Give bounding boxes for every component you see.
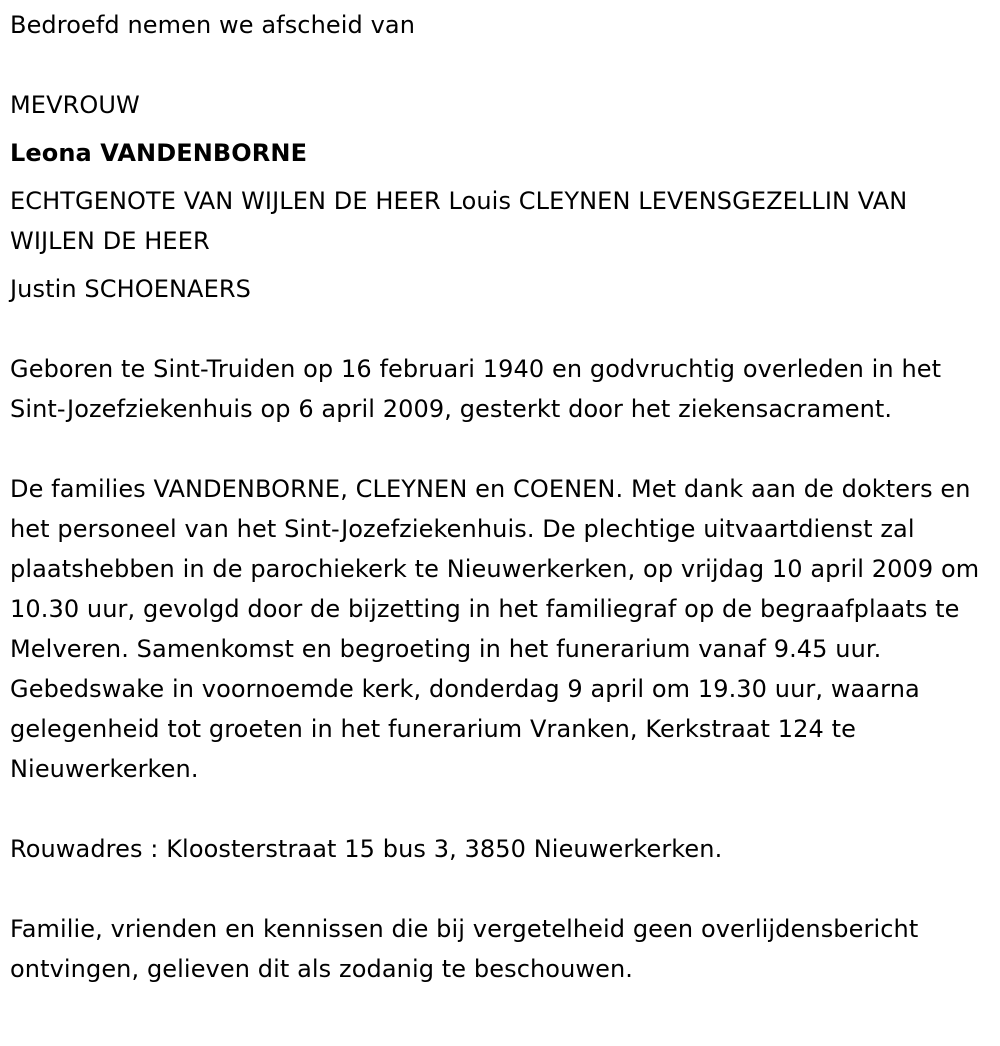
- birth-death-paragraph: Geboren te Sint-Truiden op 16 februari 1940 en godvruchtig overleden in het Sint-Jozefziekenhuis op 6 april 2009, gesterkt door het ziekensacrament.: [10, 355, 942, 423]
- relation-line: ECHTGENOTE VAN WIJLEN DE HEER Louis CLEYNEN LEVENSGEZELLIN VAN WIJLEN DE HEER: [10, 187, 908, 255]
- closing-paragraph: Familie, vrienden en kennissen die bij vergetelheid geen overlijdensbericht ontvingen, gelieven dit als zodanig te beschouwen.: [10, 915, 919, 983]
- deceased-name: Leona VANDENBORNE: [10, 139, 308, 167]
- partner-name: Justin SCHOENAERS: [10, 275, 251, 303]
- salutation: MEVROUW: [10, 91, 140, 119]
- mourning-address: Rouwadres : Kloosterstraat 15 bus 3, 3850 Nieuwerkerken.: [10, 835, 723, 863]
- service-paragraph: De families VANDENBORNE, CLEYNEN en COENEN. Met dank aan de dokters en het personeel van het Sint-Jozefziekenhuis. De plechtige uitvaartdienst zal plaatshebben in de parochiekerk te Nieuwerkerken, op vrijdag 10 april 2009 om 10.30 uur, gevolgd door de bijzetting in het familiegraf op de begraafplaats te Melveren. Samenkomst en begroeting in het funerarium vanaf 9.45 uur. Gebedswake in voornoemde kerk, donderdag 9 april om 19.30 uur, waarna gelegenheid tot groeten in het funerarium Vranken, Kerkstraat 124 te Nieuwerkerken.: [10, 475, 980, 783]
- intro-line: Bedroefd nemen we afscheid van: [10, 11, 416, 39]
- death-notice: [10, 5, 995, 989]
